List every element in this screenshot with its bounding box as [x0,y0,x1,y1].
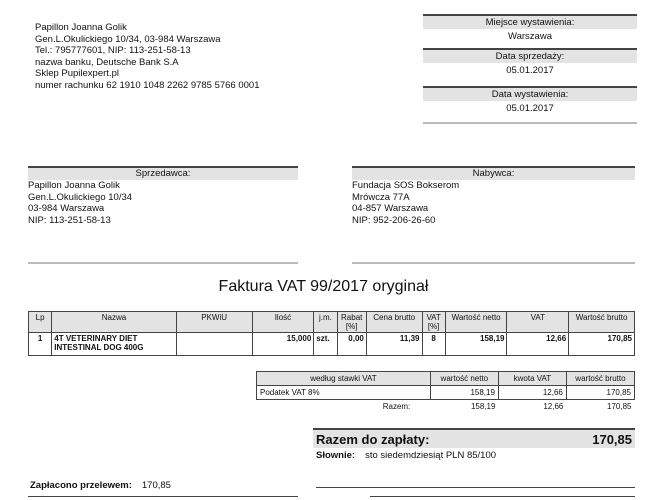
vat-col-vat: kwota VAT [498,372,566,386]
cell-pkwiu [176,333,252,356]
seller-line: Gen.L.Okulickiego 10/34 [28,191,133,203]
place-box [423,14,637,44]
cell-vat-amount: 12,66 [507,333,569,356]
issuer-line: Papillon Joanna Golik [35,22,127,33]
vat-sum-gross: 170,85 [607,402,632,411]
buyer-bottom-rule [352,262,635,264]
issue-date-label: Data wystawienia: [423,86,637,101]
col-vat-rate: VAT [%] [422,312,445,333]
buyer-line: Mrówcza 77A [352,191,410,203]
vat-net-cell: 158,19 [430,386,498,400]
buyer-block [352,166,635,226]
cell-unit: szt. [314,333,337,356]
vat-sum-label: Razem: [382,402,411,411]
items-header-row [29,312,635,333]
seller-block [28,166,298,226]
col-net-value: Wartość netto [445,312,507,333]
amount-in-words [316,450,496,461]
items-table [28,311,635,356]
col-gross-price: Cena brutto [366,312,422,333]
cell-lp: 1 [29,333,52,356]
table-row [257,386,635,400]
seller-line: Papillon Joanna Golik [28,180,120,191]
cell-discount: 0,00 [337,333,366,356]
issue-date-box [423,86,637,116]
vat-col-gross: wartość brutto [566,372,634,386]
words-label: Słownie: [316,450,356,461]
paid-line [30,480,171,491]
signature-rule-right [370,496,635,497]
vat-amount-cell: 12,66 [498,386,566,400]
issuer-line: nazwa banku, Deutsche Bank S.A [35,56,179,68]
cell-gross-price: 11,39 [366,333,422,356]
cell-gross-value: 170,85 [569,333,635,356]
invoice-title: Faktura VAT 99/2017 oryginał [218,278,429,295]
col-discount: Rabat [%] [337,312,366,333]
signature-rule-top [316,487,635,488]
sale-date-label: Data sprzedaży: [423,48,637,63]
buyer-heading: Nabywca: [352,166,635,180]
vat-header-row [257,372,635,386]
total-value: 170,85 [592,432,632,447]
table-row [29,333,635,356]
issuer-block [35,22,335,92]
vat-gross-cell: 170,85 [566,386,634,400]
total-label: Razem do zapłaty: [316,432,430,447]
sale-date-value: 05.01.2017 [506,65,554,76]
vat-col-net: wartość netto [430,372,498,386]
vat-rate-cell: Podatek VAT 8% [257,386,431,400]
buyer-line: Fundacja SOS Bokserom [352,180,460,191]
vat-summary-table [256,371,635,413]
buyer-line: 04-857 Warszawa [352,203,429,215]
cell-net-value: 158,19 [445,333,507,356]
words-value: sto siedemdziesiąt PLN 85/100 [365,450,497,461]
col-name: Nazwa [52,312,176,333]
cell-name: 4T VETERINARY DIET INTESTINAL DOG 400G [52,333,176,356]
sale-date-box [423,48,637,78]
place-label: Miejsce wystawienia: [423,14,637,29]
col-vat-amount: VAT [507,312,569,333]
total-box [313,428,635,448]
seller-line: 03-984 Warszawa [28,203,105,215]
paid-value: 170,85 [141,480,171,491]
col-gross-value: Wartość brutto [569,312,635,333]
issuer-line: Sklep Pupilexpert.pl [35,68,119,80]
col-lp: Lp [29,312,52,333]
vat-sum-net: 158,19 [470,402,496,411]
seller-bottom-rule [28,262,298,264]
place-value: Warszawa [508,31,552,42]
issuer-line: Gen.L.Okulickiego 10/34, 03-984 Warszawa [35,33,221,45]
cell-vat-rate: 8 [422,333,445,356]
col-qty: Ilość [252,312,314,333]
cell-qty: 15,000 [252,333,314,356]
vat-sum-row [257,400,635,414]
vat-col-rate: według stawki VAT [257,372,431,386]
vat-sum-vat: 12,66 [543,402,564,411]
info-bottom-rule [423,122,637,124]
issuer-line: Tel.: 795777601, NIP: 113-251-58-13 [35,45,191,57]
col-pkwiu: PKWiU [176,312,252,333]
buyer-line: NIP: 952-206-26-60 [352,214,436,226]
issuer-line: numer rachunku 62 1910 1048 2262 9785 5766 0001 [35,79,260,91]
issue-date-value: 05.01.2017 [506,103,554,114]
seller-line: NIP: 113-251-58-13 [28,214,111,226]
col-unit: j.m. [314,312,337,333]
paid-label: Zapłacono przelewem: [30,480,132,491]
seller-heading: Sprzedawca: [28,166,298,180]
signature-rule-left [28,496,298,497]
